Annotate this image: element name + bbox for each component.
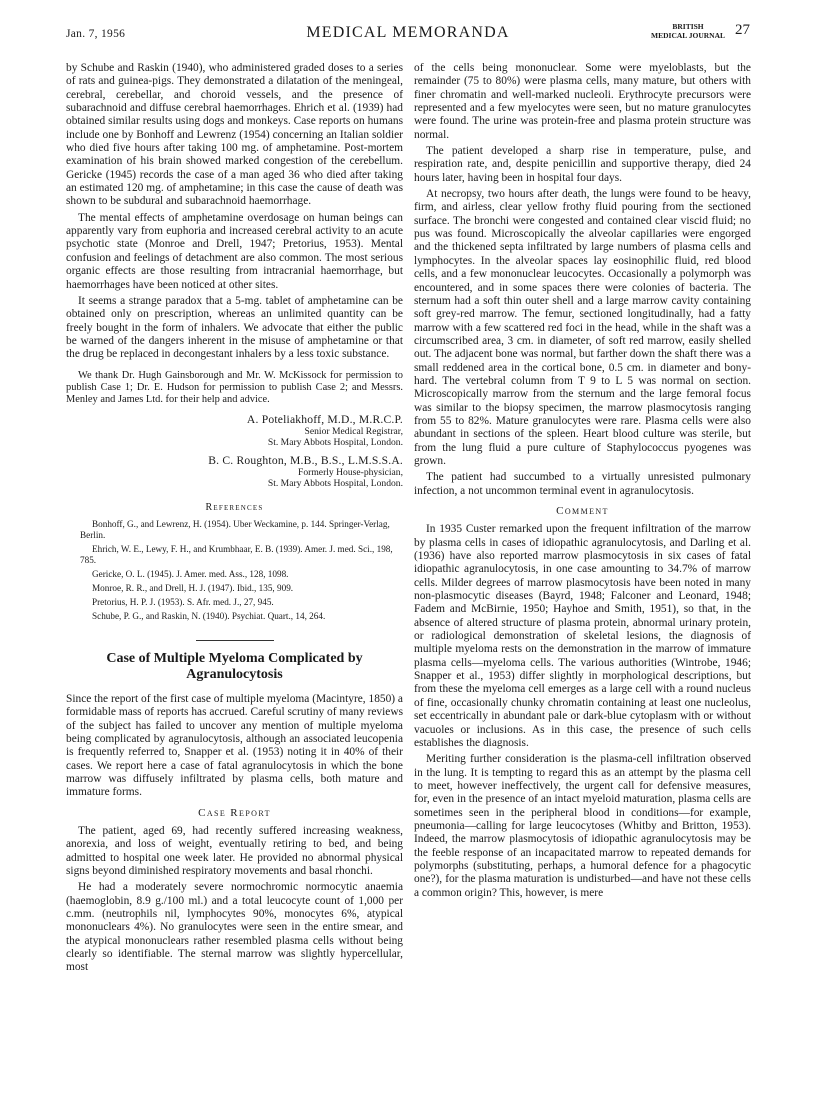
references-heading: References <box>205 502 264 514</box>
body-paragraph: He had a moderately severe normochromic normocytic anaemia (haemoglobin, 8.9 g./100 ml.) and a total leucocyte count of 1,000 per c.mm. (neutrophils nil, lymphocytes 90%, monocytes 6%, atypical mononuclears 4%). No granulocytes were seen in the entire smear, and the atypical mononuclears rather resembled plasma cells without being clearly so identifiable. The sternal marrow was slightly hypercellular, most <box>66 881 403 974</box>
body-paragraph: It seems a strange paradox that a 5-mg. tablet of amphetamine can be obtained only on prescription, whereas an unlimited quantity can be freely bought in the form of inhalers. We advocate that either the public be warned of the dangers inherent in the misuse of amphetamine or that the drug be replaced in decongestant inhalers by a less toxic substance. <box>66 294 403 361</box>
reference-item: Gericke, O. L. (1945). J. Amer. med. Ass., 128, 1098. <box>92 568 289 579</box>
section-title: MEDICAL MEMORANDA <box>306 24 510 41</box>
issue-date: Jan. 7, 1956 <box>66 28 126 40</box>
journal-name-line1: BRITISH <box>672 22 704 31</box>
author-affiliation: St. Mary Abbots Hospital, London. <box>267 437 403 449</box>
body-paragraph: The mental effects of amphetamine overdosage on human beings can apparently vary from euphoria and increased cerebral activity to an acute psychotic state (Monroe and Drell, 1947; Pretorius, 1953). Mental confusion and feelings of detachment are also common. The most serious organic effects are those resulting from intracranial haemorrhage, but haemorrhages have been noticed at other sites. <box>66 211 403 291</box>
journal-name-line2: MEDICAL JOURNAL <box>651 31 725 40</box>
reference-list <box>66 519 403 622</box>
right-column <box>414 62 751 903</box>
author-affiliation: St. Mary Abbots Hospital, London. <box>267 478 403 490</box>
reference-item: Schube, P. G., and Raskin, N. (1940). Psychiat. Quart., 14, 264. <box>92 610 326 621</box>
author-name: B. C. Roughton, M.B., B.S., L.M.S.S.A. <box>208 454 403 468</box>
section-divider <box>196 640 274 641</box>
article-title-line: Agranulocytosis <box>186 666 283 682</box>
body-paragraph: of the cells being mononuclear. Some were myeloblasts, but the remainder (75 to 80%) were plasma cells, many mature, but others with finer chromatin and well-marked nucleoli. Erythrocyte precursors were represented and a few myelocytes were seen, but no mature granulocytes were found. The urine was protein-free and plasma protein structure was normal. <box>414 62 751 141</box>
body-paragraph: The patient had succumbed to a virtually unresisted pulmonary infection, a not uncommon terminal event in agranulocytosis. <box>414 471 751 497</box>
author-role: Formerly House-physician, <box>298 467 403 479</box>
journal-name <box>651 22 725 40</box>
author-name: A. Poteliakhoff, M.D., M.R.C.P. <box>246 412 403 426</box>
reference-item: Pretorius, H. P. J. (1953). S. Afr. med. J., 27, 945. <box>92 596 274 607</box>
reference-item: Ehrich, W. E., Lewy, F. H., and Krumbhaar, E. B. (1939). Amer. J. med. Sci., 198, 785. <box>80 543 393 565</box>
body-paragraph: Meriting further consideration is the plasma-cell infiltration observed in the lung. It is tempting to regard this as an attempt by the plasma cell to meet, however ineffectively, the urgent call for defensive measures, for, even in the presence of an intact myeloid maturation, plasma cells are sometimes seen in the peripheral blood in conditions—for example, pneumonia—calling for large leucocytoses (Whitby and Britton, 1953). Indeed, the marrow plasmocytosis of idiopathic agranulocytosis may be the feeble response of an incapacitated marrow to repeated demands for polymorphs (substituting, perhaps, a humoral defence for a phagocytic one?), for the plasma maturation is undisturbed—and have not these cells a common origin? This, however, is mere <box>414 753 751 899</box>
body-paragraph: The patient developed a sharp rise in temperature, pulse, and respiration rate, and, despite penicillin and supportive therapy, died 24 hours later, having been in hospital four days. <box>414 145 751 184</box>
body-paragraph: by Schube and Raskin (1940), who administered graded doses to a series of rats and guinea-pigs. They demonstrated a dilatation of the meningeal, cerebral, cerebellar, and choroid vessels, and the presence of subarachnoid and diffuse cerebral haemorrhages. Ehrich et al. (1939) had obtained similar results using dogs and monkeys. Case reports on humans include one by Bonhoff and Lewrenz (1954) concerning an Italian soldier who died five hours after taking 100 mg. of amphetamine. Post-mortem examination of his brain showed marked congestion of the cerebellum. Gericke (1945) records the case of a man aged 36 who died after taking an estimated 120 mg. of amphetamine; in this case the cause of death was shown to be subdural and subarachnoid haemorrhage. <box>66 62 403 208</box>
article-title <box>66 651 403 683</box>
body-paragraph: In 1935 Custer remarked upon the frequent infiltration of the marrow by plasma cells in cases of idiopathic agranulocytosis, and Darling et al. (1936) have also reported marrow plasmocytosis in six cases of fatal idiopathic agranulocytosis, in one case amounting to 34.7% of marrow cells. Milder degrees of marrow plasmocytosis have been noted in many non-plasmocytic diseases (Bayrd, 1948; Falconer and Leonard, 1948; Fadem and McBirnie, 1950; Hayhoe and Smith, 1951), so that, in the absence of altered structure of plasma protein, abnormal urinary protein, or radiological demonstration of skeletal lesions, the diagnosis of multiple myeloma rests on the demonstration in the marrow of immature plasma cells—myeloma cells. The various authorities (Wintrobe, 1946; Snapper et al., 1953) differ slightly in morphological descriptions, but from these the myeloma cell emerges as a large cell with a round nucleus of fine, occasionally chunky chromatin containing at least one nucleolus, set eccentrically in abundant pale or dark-blue cytoplasm with or without vacuoles or inclusions. As in this case, the presence of such cells establishes the diagnosis. <box>414 523 751 749</box>
reference-item: Bonhoff, G., and Lewrenz, H. (1954). Uber Weckamine, p. 144. Springer-Verlag, Berlin. <box>80 518 390 540</box>
reference-item: Monroe, R. R., and Drell, H. J. (1947). Ibid., 135, 909. <box>92 582 294 593</box>
acknowledgment: We thank Dr. Hugh Gainsborough and Mr. W. McKissock for permission to publish Case 1; Dr. E. Hudson for permission to publish Case 2; and Messrs. Menley and James Ltd. for their help and advice. <box>66 369 403 406</box>
page-header <box>66 20 750 54</box>
author-block <box>66 454 403 489</box>
body-paragraph: At necropsy, two hours after death, the lungs were found to be heavy, firm, and airless, clear yellow frothy fluid pouring from the sectioned surface. The bronchi were congested and contained clear viscid fluid; no pus was found. Microscopically the alveolar capillaries were engorged and the thickened septa infiltrated by large numbers of plasma cells and lymphocytes. In the alveolar spaces lay eosinophilic fluid, red blood cells, and a few mononuclear leucocytes. Occasionally a polymorph was encountered, and in some spaces there were colonies of bacteria. The sternum had a soft thin outer shell and a large marrow cavity containing soft grey-red marrow. The femur, sectioned longitudinally, had a fatty marrow with a few scattered red foci in the head, while in the shaft was a circumscribed area, 3 cm. in diameter, of soft red marrow, easily shelled out. The adjacent bone was normal, but farther down the shaft there was a small reddened area in the cortical bone, 0.5 cm. in diameter and bony-hard. The vertebral column from T 9 to L 5 was normal on section. Microscopically marrow from the sternum and the large femoral focus was similar to the biopsy specimen, the marrow plasmocytosis ranging from 55 to 82%. Mature granulocytes were rare. Plasma cells were also abundant in sections of the spleen. Heart blood culture was sterile, but from the lung fluid a pure culture of Staphylococcus pyogenes was grown. <box>414 188 751 467</box>
author-role: Senior Medical Registrar, <box>304 426 403 438</box>
case-report-heading: Case Report <box>198 806 271 819</box>
page-number: 27 <box>735 22 750 38</box>
journal-block <box>651 20 750 40</box>
intro-paragraph: Since the report of the first case of multiple myeloma (Macintyre, 1850) a formidable mass of reports has accrued. Careful scrutiny of many reviews of the subject has failed to uncover any mention of multiple myeloma being complicated by agranulocytosis, although an associated leucopenia is frequently referred to, Snapper et al. (1953) noting it in 40% of their cases. We report here a case of fatal agranulocytosis in which the bone marrow was diffusely infiltrated by plasma cells, both mature and immature forms. <box>66 692 403 799</box>
body-paragraph: The patient, aged 69, had recently suffered increasing weakness, anorexia, and loss of weight, eventually retiring to bed, and being admitted to hospital one week later. He provided no abnormal physical signs beyond diminished respiratory movements and basal rhonchi. <box>66 824 403 877</box>
comment-heading: Comment <box>556 505 609 517</box>
article-title-line: Case of Multiple Myeloma Complicated by <box>106 650 363 666</box>
author-block <box>66 413 403 448</box>
left-column <box>66 62 403 978</box>
